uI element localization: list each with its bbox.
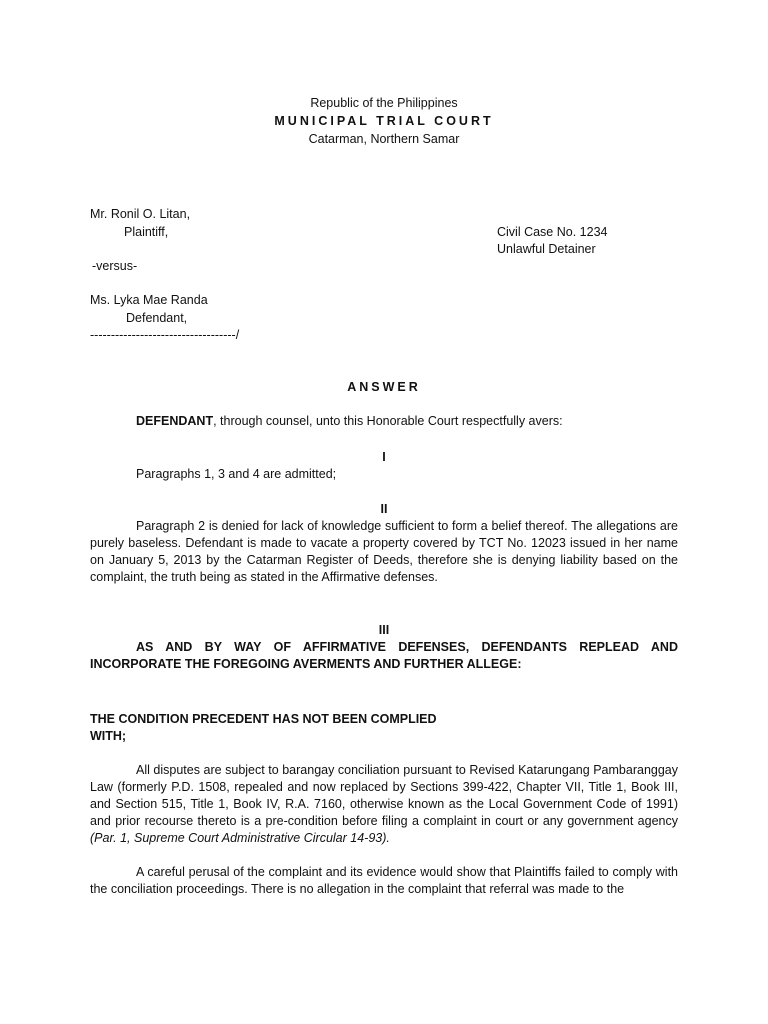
plaintiff-name: Mr. Ronil O. Litan, bbox=[90, 207, 191, 221]
sub-heading-line-1: THE CONDITION PRECEDENT HAS NOT BEEN COMPLIED bbox=[90, 712, 437, 726]
perusal-paragraph: A careful perusal of the complaint and its evidence would show that Plaintiffs failed to comply with the conciliation proceedings. There is no allegation in the complaint that referral was made to the bbox=[90, 865, 678, 896]
intro-text: , through counsel, unto this Honorable Court respectfully avers: bbox=[213, 414, 563, 428]
document-title: ANSWER bbox=[347, 380, 421, 394]
section-2-paragraph: Paragraph 2 is denied for lack of knowledge sufficient to form a belief thereof. The allegations are purely baseless. Defendant is made to vacate a property covered by TCT No. 12023 issued in her name on January 5, 2013 by the Catarman Register of Deeds, therefore she is denying liability based on the complaint, the truth being as stated in the Affirmative defenses. bbox=[90, 519, 678, 584]
conciliation-text: All disputes are subject to barangay conciliation pursuant to Revised Katarungang Pambaranggay Law (formerly P.D. 1508, repealed and now replaced by Sections 399-422, Chapter VII, Title 1, Book III, and Section 515, Title 1, Book IV, R.A. 7160, otherwise known as the Local Government Code of 1991) and prior recourse thereto is a pre-condition before filing a complaint in court or any government agency bbox=[90, 763, 678, 828]
case-number: Civil Case No. 1234 bbox=[497, 225, 608, 239]
intro-party: DEFENDANT bbox=[136, 414, 214, 428]
section-3-heading: AS AND BY WAY OF AFFIRMATIVE DEFENSES, DEFENDANTS REPLEAD AND INCORPORATE THE FOREGOING AVERMENTS AND FURTHER ALLEGE: bbox=[90, 640, 678, 671]
section-2-number: II bbox=[380, 502, 388, 516]
header-location: Catarman, Northern Samar bbox=[308, 132, 460, 146]
intro-line bbox=[136, 413, 563, 430]
conciliation-paragraph bbox=[90, 762, 678, 847]
section-1-number: I bbox=[382, 450, 386, 464]
header-court-name: MUNICIPAL TRIAL COURT bbox=[274, 114, 494, 128]
plaintiff-role: Plaintiff, bbox=[124, 225, 169, 239]
section-1-text: Paragraphs 1, 3 and 4 are admitted; bbox=[136, 467, 337, 481]
defendant-role: Defendant, bbox=[126, 311, 188, 325]
defendant-name: Ms. Lyka Mae Randa bbox=[90, 293, 208, 307]
section-3-number: III bbox=[378, 623, 390, 637]
case-type: Unlawful Detainer bbox=[497, 242, 596, 256]
versus-label: -versus- bbox=[92, 259, 138, 273]
conciliation-citation: (Par. 1, Supreme Court Administrative Circular 14-93). bbox=[90, 831, 390, 845]
sub-heading-line-2: WITH; bbox=[90, 729, 127, 743]
header-republic: Republic of the Philippines bbox=[310, 96, 458, 110]
caption-divider: -----------------------------------/ bbox=[90, 328, 240, 342]
